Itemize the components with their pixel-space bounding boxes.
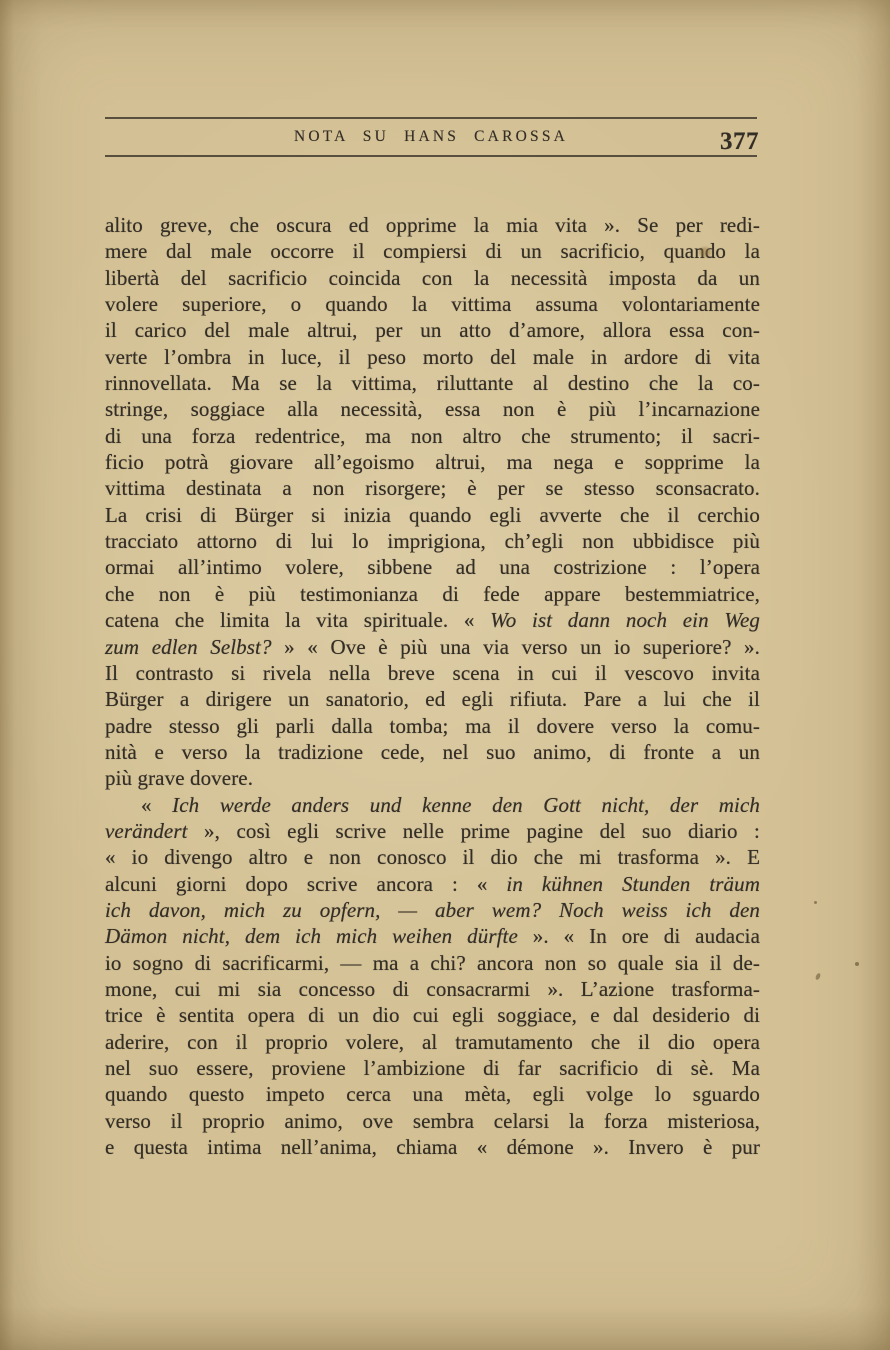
text-line: zum edlen Selbst? » « Ove è più una via verso un io superiore? ». [105,634,761,659]
text-line: verte l’ombra in luce, il peso morto del male in ardore di vita [105,344,760,369]
text-line: verso il proprio animo, ove sembra celarsi la forza misteriosa, [105,1108,760,1133]
text-line: catena che limita la vita spirituale. « Wo ist dann noch ein Weg [105,608,760,633]
text-line: di una forza redentrice, ma non altro che strumento; il sacri- [105,423,760,448]
text-line: io sogno di sacrificarmi, — ma a chi? ancora non so quale sia il de- [105,950,760,975]
paper-speck [815,972,822,980]
text-line: alcuni giorni dopo scrive ancora : « in kühnen Stunden träum [105,871,760,896]
text-line: alito greve, che oscura ed opprime la mia vita ». Se per redi- [105,213,760,237]
text-line: stringe, soggiace alla necessità, essa non è più l’incarnazione [105,397,760,422]
header-row [105,119,757,155]
text-line: volere superiore, o quando la vittima assuma volontariamente [105,292,760,317]
text-line: mone, cui mi sia concesso di consacrarmi ». L’azione trasforma- [105,976,760,1001]
text-line: nità e verso la tradizione cede, nel suo animo, di fronte a un [105,739,760,764]
text-line: il carico del male altrui, per un atto d’amore, allora essa con- [105,318,760,343]
text-line: che non è più testimonianza di fede appare bestemmiatrice, [105,581,760,606]
paper-speck [855,962,859,966]
running-header-title: NOTA SU HANS CAROSSA [293,128,569,145]
text-line: tracciato attorno di lui lo imprigiona, ch’egli non ubbidisce più [105,529,760,554]
text-line: ich davon, mich zu opfern, — aber wem? Noch weiss ich den [105,897,760,922]
text-line: La crisi di Bürger si inizia quando egli avverte che il cerchio [105,502,760,527]
running-header [105,117,757,157]
text-line: ficio potrà giovare all’egoismo altrui, ma nega e sopprime la [105,450,760,475]
text-line: rinnovellata. Ma se la vittima, riluttante al destino che la co- [105,371,760,396]
text-line: ormai all’intimo volere, sibbene ad una costrizione : l’opera [105,555,760,580]
text-line: e questa intima nell’anima, chiama « démone ». Invero è pur [105,1135,760,1160]
text-line: più grave dovere. [105,766,254,791]
text-line: vittima destinata a non risorgere; è per se stesso sconsacrato. [105,476,760,501]
text-line: nel suo essere, proviene l’ambizione di far sacrificio di sè. Ma [105,1056,760,1080]
text-line: libertà del sacrificio coincida con la necessità imposta da un [105,265,760,290]
paper-speck [814,901,817,904]
text-line: padre stesso gli parli dalla tomba; ma il dovere verso la comu- [105,713,760,738]
text-line: mere dal male occorre il compiersi di un sacrificio, quando la [105,239,760,264]
text-line: Bürger a dirigere un sanatorio, ed egli rifiuta. Pare a lui che il [105,687,760,712]
page-body-text [105,212,760,1160]
text-line: verändert », così egli scrive nelle prime pagine del suo diario : [105,818,760,843]
text-line: aderire, con il proprio volere, al tramutamento che il dio opera [105,1029,760,1054]
text-line: « io divengo altro e non conosco il dio che mi trasforma ». E [105,845,760,870]
text-line: Il contrasto si rivela nella breve scena in cui il vescovo invita [105,660,760,685]
header-rule-bottom [105,155,757,157]
text-line: trice è sentita opera di un dio cui egli soggiace, e dal desiderio di [105,1003,760,1028]
text-line: « Ich werde anders und kenne den Gott nicht, der mich [141,792,760,817]
text-line: Dämon nicht, dem ich mich weihen dürfte ». « In ore di audacia [105,924,760,949]
text-line: quando questo impeto cerca una mèta, egli volge lo sguardo [105,1082,760,1107]
page-number: 377 [720,128,759,155]
